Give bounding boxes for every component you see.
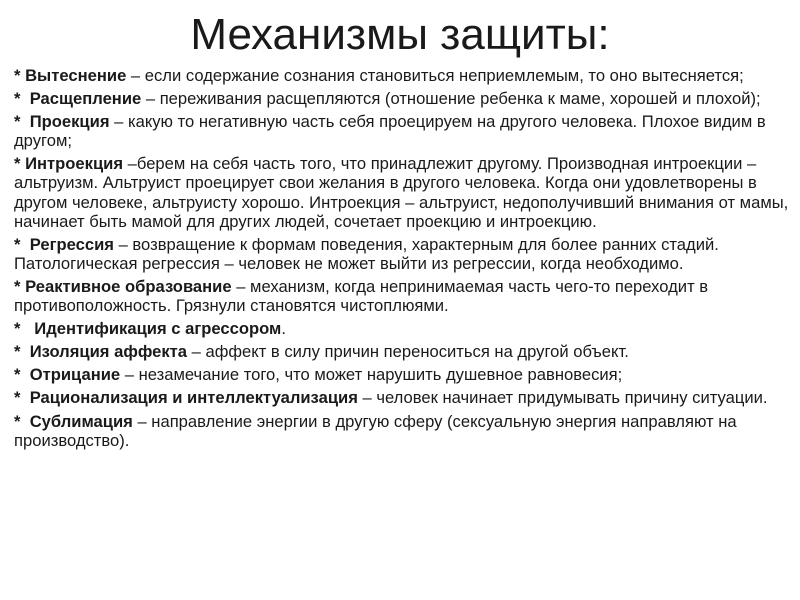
bullet-marker: * <box>14 66 26 85</box>
term-description: – какую то негативную часть себя проецируем на другого человека. Плохое видим в другом; <box>14 112 766 151</box>
bullet-marker: * <box>14 276 26 296</box>
term-label: Расщепление <box>29 89 142 109</box>
term-description: – механизм, когда непринимаемая часть чего-то переходит в противоположность. Грязнули становятся чистоплюями. <box>14 276 709 316</box>
list-item-identifikatsiya-s-agressorom <box>14 319 790 338</box>
term-label: Рационализация и интеллектуализация <box>29 388 358 408</box>
term-label: Сублимация <box>29 411 133 431</box>
bullet-marker: * <box>14 342 30 362</box>
list-item-vytesnenie <box>14 66 790 85</box>
term-label: Вытеснение <box>25 66 127 85</box>
list-item-otritsanie <box>14 365 790 384</box>
term-label: Проекция <box>29 112 110 132</box>
bullet-marker: * <box>14 234 30 254</box>
term-description: – если содержание сознания становиться неприемлемым, то оно вытесняется; <box>126 66 744 85</box>
list-item-ratsionalizatsiya <box>14 388 790 407</box>
list-item-proektsiya <box>14 112 790 150</box>
term-description: – аффект в силу причин переноситься на другой объект. <box>187 342 629 362</box>
bullet-marker: * <box>14 365 30 385</box>
term-description: – возвращение к формам поведения, характерным для более ранних стадий. Патологическая регрессия – человек не может выйти из регрессии, когда необходимо. <box>14 234 719 273</box>
bullet-marker: * <box>14 89 30 109</box>
list-item-sublimatsiya <box>14 412 790 450</box>
list-item-regressiya <box>14 235 790 273</box>
bullet-marker: * <box>14 154 26 174</box>
bullet-marker: * <box>14 319 35 339</box>
bullet-marker: * <box>14 112 30 132</box>
term-description: – человек начинает придумывать причину ситуации. <box>357 388 768 408</box>
list-item-rasshcheplenie <box>14 89 790 108</box>
term-label: Интроекция <box>25 154 124 174</box>
term-label: Реактивное образование <box>25 276 232 296</box>
list-item-izolyatsiya-affekta <box>14 342 790 361</box>
bullet-marker: * <box>14 411 30 431</box>
term-label: Изоляция аффекта <box>29 342 188 362</box>
list-item-introektsiya <box>14 154 790 230</box>
term-description: –берем на себя часть того, что принадлежит другому. Производная интроекции – альтруизм. Альтруист проецирует свои желания в другого человека. Когда они удовлетворены в другом человеке, альтруисту хорошо. Интроекция – альтруист, недополучивший внимания от мамы, начинает быть мамой для других людей, сочетает проекцию и интроекцию. <box>14 154 789 231</box>
term-description: – переживания расщепляются (отношение ребенка к маме, хорошей и плохой); <box>141 89 761 109</box>
slide-title: Механизмы защиты: <box>190 10 610 59</box>
list-item-reaktivnoe-obrazovanie <box>14 277 790 315</box>
term-label: Отрицание <box>29 365 121 385</box>
term-description: . <box>281 319 286 339</box>
term-label: Идентификация с агрессором <box>34 319 282 339</box>
term-description: – незамечание того, что может нарушить душевное равновесия; <box>120 365 623 385</box>
term-description: – направление энергии в другую сферу (сексуальную энергия направляют на производство). <box>14 411 737 450</box>
term-label: Регрессия <box>29 234 114 254</box>
defense-mechanisms-list <box>14 66 790 454</box>
bullet-marker: * <box>14 388 30 408</box>
